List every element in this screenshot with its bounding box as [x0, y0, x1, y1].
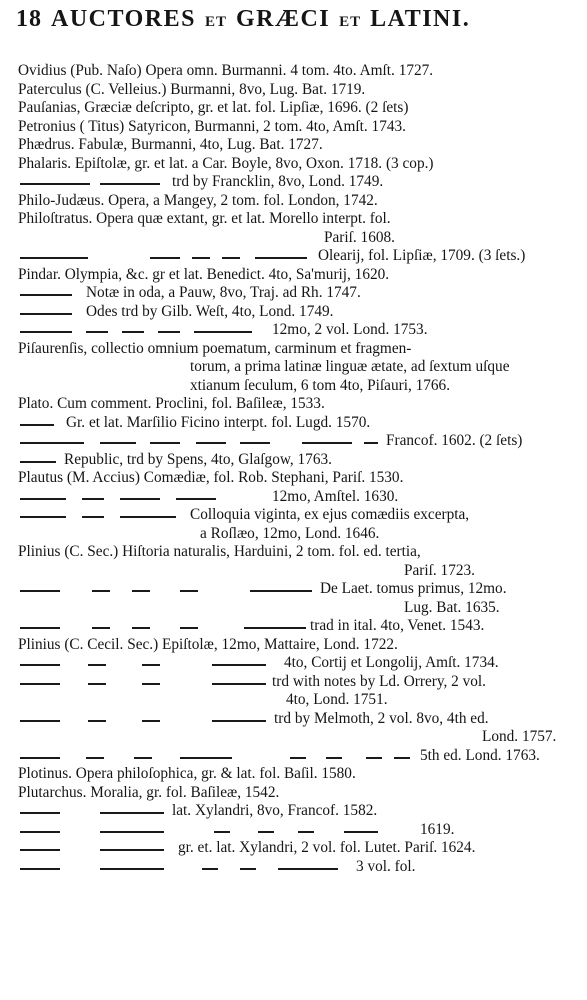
ditto-dash [20, 442, 84, 444]
catalogue-line [0, 358, 587, 377]
ditto-dash [255, 257, 307, 259]
entry-text: Phædrus. Fabulæ, Burmanni, 4to, Lug. Bat. 1727. [18, 136, 323, 153]
catalogue-line [0, 506, 587, 525]
ditto-dash [258, 831, 274, 833]
ditto-dash [158, 331, 180, 333]
ditto-dash [150, 442, 180, 444]
ditto-dash [92, 590, 110, 592]
ditto-dash [180, 590, 198, 592]
ditto-dash [122, 331, 144, 333]
entry-text: Phalaris. Epiſtolæ, gr. et lat. a Car. Boyle, 8vo, Oxon. 1718. (3 cop.) [18, 154, 434, 172]
ditto-dash [100, 812, 164, 814]
ditto-dash [86, 757, 104, 759]
catalogue-line [0, 617, 587, 636]
entry-text: Pariſ. 1723. [404, 561, 475, 579]
ditto-dash [132, 627, 150, 629]
entry-text: 5th ed. Lond. 1763. [420, 746, 540, 764]
ditto-dash [100, 868, 164, 870]
ditto-dash [82, 498, 104, 500]
ditto-dash [100, 849, 164, 851]
entry-text: trd by Francklin, 8vo, Lond. 1749. [172, 173, 384, 190]
catalogue-line [0, 728, 587, 747]
ditto-dash [302, 442, 352, 444]
catalogue-line [0, 155, 587, 174]
entry-text: trad in ital. 4to, Venet. 1543. [310, 617, 485, 634]
ditto-dash [196, 442, 226, 444]
catalogue-line [0, 525, 587, 544]
catalogue-line [0, 229, 587, 248]
ditto-dash [20, 294, 72, 296]
catalogue-line [0, 99, 587, 118]
ditto-dash [82, 516, 104, 518]
catalogue-line [0, 81, 587, 100]
entry-text: Plutarchus. Moralia, gr. fol. Baſileæ, 1542. [18, 783, 280, 801]
catalogue-line [0, 340, 587, 359]
entry-text: Pariſ. 1608. [324, 228, 395, 246]
ditto-dash [20, 757, 60, 759]
ditto-dash [132, 590, 150, 592]
ditto-dash [142, 720, 160, 722]
catalogue-entries [0, 62, 587, 876]
ditto-dash [212, 664, 266, 666]
entry-text: a Roſlæo, 12mo, Lond. 1646. [200, 524, 380, 542]
entry-text: torum, a prima latinæ linguæ ætate, ad ſextum uſque [190, 358, 510, 375]
catalogue-line [0, 414, 587, 433]
entry-text: Plotinus. Opera philoſophica, gr. & lat. fol. Baſil. 1580. [18, 765, 356, 782]
ditto-dash [20, 868, 60, 870]
entry-text: Pindar. Olympia, &c. gr et lat. Benedict. 4to, Sa'murij, 1620. [18, 265, 390, 283]
entry-text: trd by Melmoth, 2 vol. 8vo, 4th ed. [274, 709, 489, 727]
entry-text: 12mo, 2 vol. Lond. 1753. [272, 321, 428, 338]
entry-text: 12mo, Amſtel. 1630. [272, 487, 399, 505]
ditto-dash [278, 868, 338, 870]
ditto-dash [244, 627, 306, 629]
entry-text: gr. et. lat. Xylandri, 2 vol. fol. Lutet. Pariſ. 1624. [178, 839, 476, 856]
ditto-dash [20, 683, 60, 685]
catalogue-line [0, 673, 587, 692]
ditto-dash [180, 757, 232, 759]
ditto-dash [120, 498, 160, 500]
entry-text: lat. Xylandri, 8vo, Francof. 1582. [172, 802, 378, 819]
catalogue-line [0, 636, 587, 655]
entry-text: Olearij, fol. Lipſiæ, 1709. (3 ſets.) [318, 247, 526, 264]
ditto-dash [92, 627, 110, 629]
entry-text: Plato. Cum comment. Proclini, fol. Baſileæ, 1533. [18, 395, 325, 412]
ditto-dash [326, 757, 342, 759]
entry-text: Piſaurenſis, collectio omnium poematum, carminum et fragmen- [18, 339, 412, 357]
entry-text: Pauſanias, Græciæ deſcripto, gr. et lat. fol. Lipſiæ, 1696. (2 ſets) [18, 99, 409, 116]
ditto-dash [202, 868, 218, 870]
ditto-dash [100, 442, 136, 444]
catalogue-line [0, 488, 587, 507]
ditto-dash [394, 757, 410, 759]
catalogue-line [0, 839, 587, 858]
entry-text: Plautus (M. Accius) Comædiæ, fol. Rob. Stephani, Pariſ. 1530. [18, 469, 404, 486]
catalogue-line [0, 710, 587, 729]
catalogue-line [0, 62, 587, 81]
entry-text: trd with notes by Ld. Orrery, 2 vol. [272, 672, 486, 690]
ditto-dash [100, 831, 164, 833]
catalogue-line [0, 451, 587, 470]
entry-text: Gr. et lat. Marſilio Ficino interpt. fol. Lugd. 1570. [66, 413, 371, 431]
ditto-dash [214, 831, 230, 833]
header-word-et-2: ET [339, 14, 362, 30]
header-word-graeci: GRÆCI [235, 6, 331, 32]
ditto-dash [86, 331, 108, 333]
ditto-dash [212, 683, 266, 685]
ditto-dash [134, 757, 152, 759]
ditto-dash [240, 442, 270, 444]
catalogue-line [0, 747, 587, 766]
entry-text: Colloquia viginta, ex ejus comædiis excerpta, [190, 506, 470, 523]
ditto-dash [100, 183, 160, 185]
catalogue-line [0, 580, 587, 599]
catalogue-line [0, 173, 587, 192]
ditto-dash [364, 442, 378, 444]
entry-text: 4to, Lond. 1751. [286, 691, 388, 708]
ditto-dash [20, 590, 60, 592]
catalogue-line [0, 303, 587, 322]
catalogue-line [0, 395, 587, 414]
ditto-dash [344, 831, 378, 833]
ditto-dash [20, 498, 66, 500]
entry-text: 4to, Cortij et Longolij, Amſt. 1734. [284, 654, 499, 671]
catalogue-line [0, 247, 587, 266]
catalogue-line [0, 469, 587, 488]
ditto-dash [20, 331, 72, 333]
entry-text: Petronius ( Titus) Satyricon, Burmanni, 2 tom. 4to, Amſt. 1743. [18, 117, 406, 135]
entry-text: De Laet. tomus primus, 12mo. [320, 580, 507, 597]
entry-text: Notæ in oda, a Pauw, 8vo, Traj. ad Rh. 1747. [86, 284, 361, 301]
entry-text: Ovidius (Pub. Naſo) Opera omn. Burmanni. 4 tom. 4to. Amſt. 1727. [18, 62, 434, 79]
catalogue-line [0, 654, 587, 673]
catalogue-line [0, 599, 587, 618]
catalogue-line [0, 284, 587, 303]
ditto-dash [20, 627, 60, 629]
ditto-dash [20, 183, 90, 185]
running-header [16, 6, 576, 40]
entry-text: Lond. 1757. [482, 728, 557, 745]
catalogue-line [0, 691, 587, 710]
entry-text: 3 vol. fol. [356, 857, 416, 875]
ditto-dash [222, 257, 240, 259]
ditto-dash [20, 812, 60, 814]
catalogue-line [0, 543, 587, 562]
ditto-dash [88, 683, 106, 685]
catalogue-line [0, 321, 587, 340]
ditto-dash [176, 498, 216, 500]
ditto-dash [88, 720, 106, 722]
page-number: 18 [16, 6, 42, 32]
ditto-dash [298, 831, 314, 833]
entry-text: Philoſtratus. Opera quæ extant, gr. et lat. Morello interpt. fol. [18, 210, 391, 227]
entry-text: Plinius (C. Sec.) Hiſtoria naturalis, Harduini, 2 tom. fol. ed. tertia, [18, 543, 421, 560]
entry-text: Paterculus (C. Velleius.) Burmanni, 8vo, Lug. Bat. 1719. [18, 80, 366, 98]
catalogue-line [0, 192, 587, 211]
catalogue-line [0, 802, 587, 821]
catalogue-line [0, 784, 587, 803]
ditto-dash [20, 461, 56, 463]
ditto-dash [20, 313, 72, 315]
ditto-dash [20, 424, 54, 426]
ditto-dash [194, 331, 252, 333]
ditto-dash [120, 516, 176, 518]
ditto-dash [20, 720, 60, 722]
header-word-auctores: AUCTORES [51, 6, 196, 32]
entry-text: Francof. 1602. (2 ſets) [386, 432, 523, 449]
catalogue-line [0, 765, 587, 784]
ditto-dash [290, 757, 306, 759]
entry-text: 1619. [420, 820, 455, 838]
catalogue-line [0, 821, 587, 840]
catalogue-line [0, 562, 587, 581]
entry-text: Plinius (C. Cecil. Sec.) Epiſtolæ, 12mo, Mattaire, Lond. 1722. [18, 635, 398, 653]
entry-text: Lug. Bat. 1635. [404, 598, 500, 616]
catalogue-line [0, 377, 587, 396]
entry-text: Republic, trd by Spens, 4to, Glaſgow, 1763. [64, 450, 332, 468]
ditto-dash [250, 590, 312, 592]
ditto-dash [20, 516, 66, 518]
ditto-dash [20, 849, 60, 851]
ditto-dash [180, 627, 198, 629]
ditto-dash [142, 664, 160, 666]
ditto-dash [366, 757, 382, 759]
header-word-et: ET [204, 14, 227, 30]
ditto-dash [142, 683, 160, 685]
catalogue-line [0, 210, 587, 229]
header-word-latini: LATINI. [370, 6, 471, 32]
entry-text: xtianum ſeculum, 6 tom 4to, Piſauri, 1766. [190, 376, 451, 394]
ditto-dash [150, 257, 180, 259]
catalogue-line [0, 266, 587, 285]
ditto-dash [88, 664, 106, 666]
entry-text: Philo-Judæus. Opera, a Mangey, 2 tom. fol. London, 1742. [18, 191, 378, 209]
entry-text: Odes trd by Gilb. Weſt, 4to, Lond. 1749. [86, 302, 334, 320]
ditto-dash [20, 257, 88, 259]
ditto-dash [20, 831, 60, 833]
ditto-dash [192, 257, 210, 259]
catalogue-line [0, 858, 587, 877]
ditto-dash [20, 664, 60, 666]
ditto-dash [212, 720, 266, 722]
catalogue-line [0, 432, 587, 451]
catalogue-line [0, 136, 587, 155]
catalogue-line [0, 118, 587, 137]
ditto-dash [240, 868, 256, 870]
